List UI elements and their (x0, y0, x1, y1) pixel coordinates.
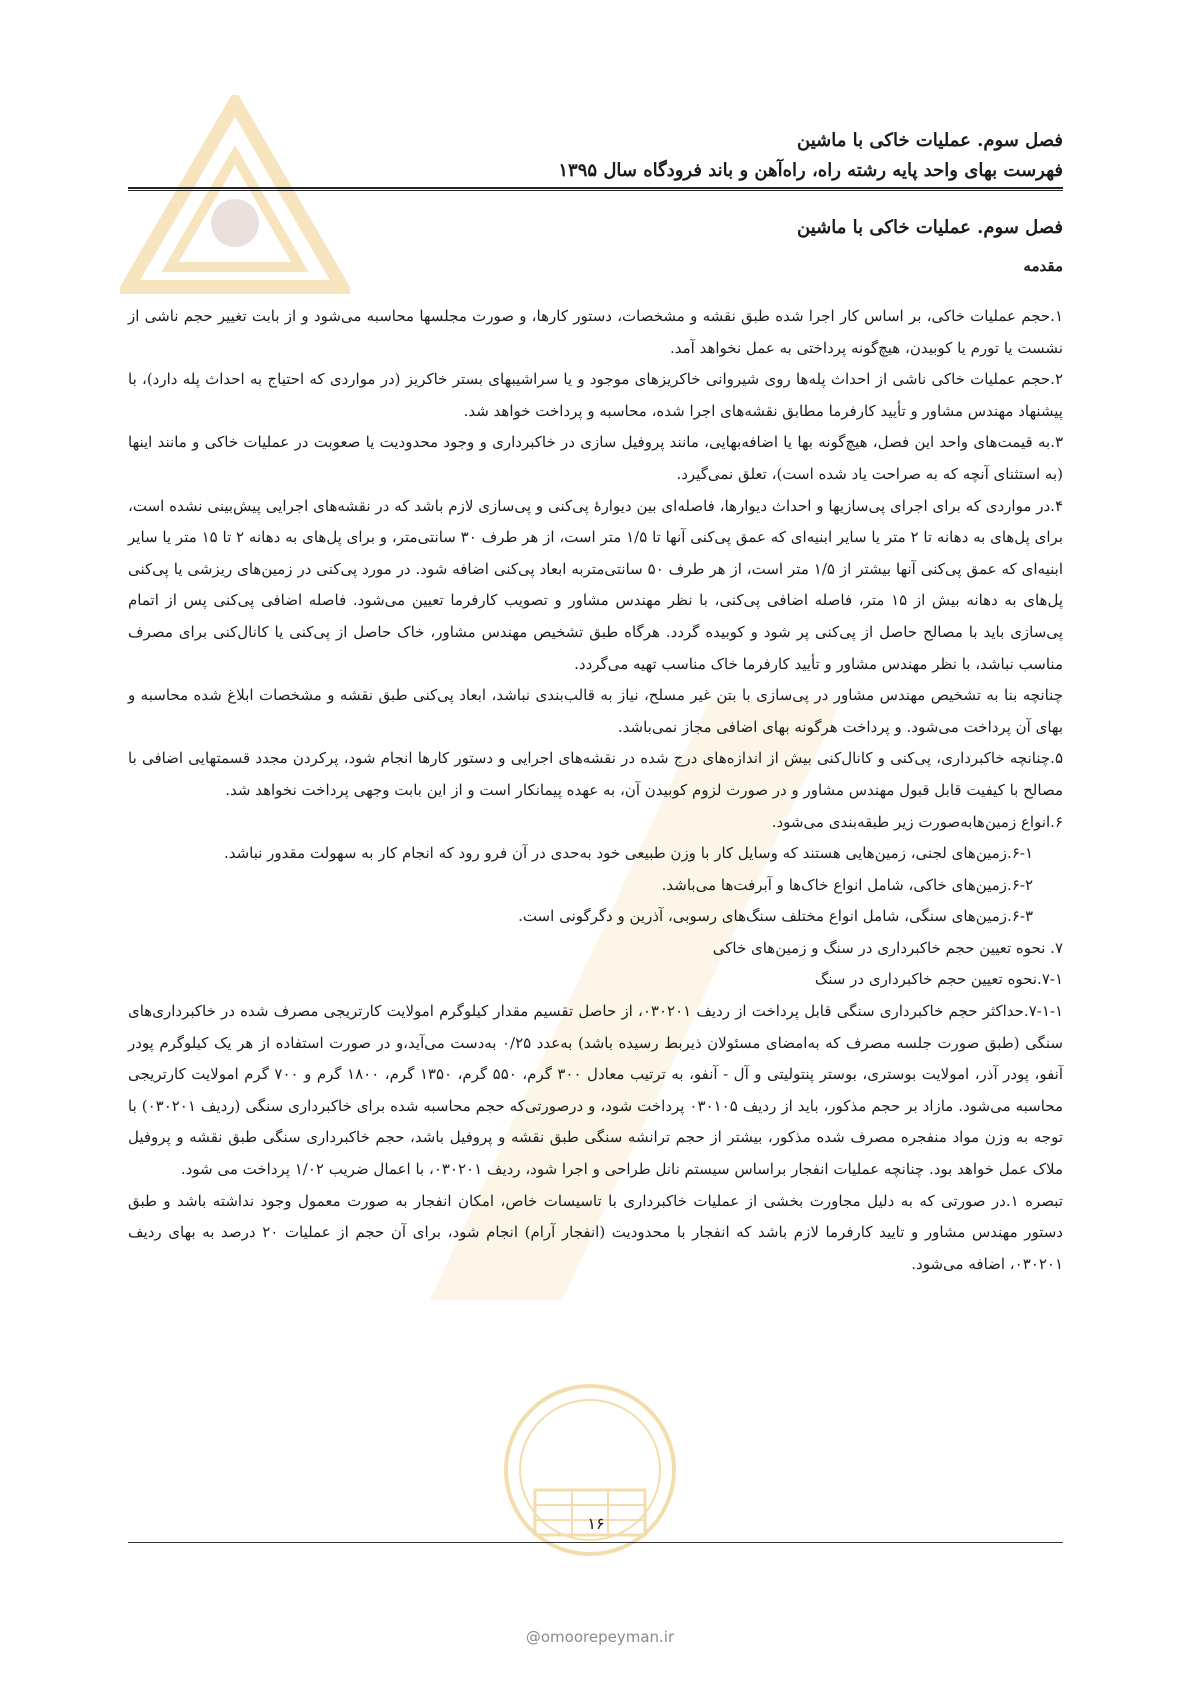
publisher-logo-watermark (120, 95, 350, 295)
sub-paragraph: ۶-۱.زمین‌های لجنی، زمین‌هایی هستند که وسایل کار با وزن طبیعی خود به‌حدی در آن فرو رود که انجام کار به سهولت مقدور نباشد. (223, 844, 1033, 863)
sub-paragraph: ۶-۳.زمین‌های سنگی، شامل انواع مختلف سنگ‌های رسوبی، آذرین و دگرگونی است. (518, 907, 1033, 926)
paragraph: ۷. نحوه تعیین حجم خاکبرداری در سنگ و زمین‌های خاکی (712, 938, 1063, 957)
header-chapter-title: فصل سوم. عملیات خاکی با ماشین (797, 130, 1063, 151)
sub-paragraph: ۶-۲.زمین‌های خاکی، شامل انواع خاک‌ها و آبرفت‌ها می‌باشد. (661, 875, 1033, 894)
paragraph: ۶.انواع زمین‌هابه‌صورت زیر طبقه‌بندی می‌شود. (771, 812, 1063, 831)
running-header (128, 126, 1063, 186)
paragraph: ۱.حجم عملیات خاکی، بر اساس کار اجرا شده طبق نقشه و مشخصات، دستور کارها، و صورت مجلسها محاسبه می‌شود و از بابت تغییر حجم ناشی از نشست یا تورم یا کوبیدن، هیچ‌گونه پرداختی به عمل نخواهد آمد. (128, 307, 1063, 357)
footer-website: @omoorepeyman.ir (525, 1628, 675, 1646)
note-paragraph: تبصره ۱.در صورتی که به دلیل مجاورت بخشی از عملیات خاکبرداری با تاسیسات خاص، امکان انفجار به صورت معمول وجود نداشته باشد و طبق دستور مهندس مشاور و تایید کارفرما لازم باشد که انفجار با محدودیت (انفجار آرام) انجام شود، برای آن حجم از عملیات ۲۰ درصد به بهای ردیف ۰۳۰۲۰۱، اضافه می‌شود. (128, 1191, 1063, 1273)
paragraph: ۳.به قیمت‌های واحد این فصل، هیچ‌گونه بها یا اضافه‌بهایی، مانند پروفیل سازی در خاکبرداری و وجود محدودیت یا صعوبت در عملیات خاکی و مانند اینها (به استثنای آنچه که به صراحت یاد شده است)، تعلق نمی‌گیرد. (128, 433, 1063, 483)
paragraph: ۲.حجم عملیات خاکی ناشی از احداث پله‌ها روی شیروانی خاکریزهای موجود و یا سراشیبهای بستر خاکریز (در مواردی که احتیاج به احداث پله دارد)، با پیشنهاد مهندس مشاور و تأیید کارفرما مطابق نقشه‌های اجرا شده، محاسبه و پرداخت خواهد شد. (128, 370, 1063, 420)
paragraph: ۵.چنانچه خاکبرداری، پی‌کنی و کانال‌کنی بیش از اندازه‌های درج شده در نقشه‌های اجرایی و دستور کارها انجام شود، پرکردن مجدد قسمتهایی اضافی با مصالح با کیفیت قابل قبول مهندس مشاور و در صورت لزوم کوبیدن آن، به عهده پیمانکار است و از این بابت وجهی پرداخت نخواهد شد. (128, 749, 1063, 799)
section-title: فصل سوم. عملیات خاکی با ماشین (797, 217, 1063, 238)
intro-label: مقدمه (1023, 257, 1063, 275)
paragraph: ۴.در مواردی که برای اجرای پی‌سازیها و احداث دیوارها، فاصله‌ای بین دیوارهٔ پی‌کنی و پی‌سازی لازم باشد که در نقشه‌های اجرایی پیش‌بینی نشده است، برای پل‌های به دهانه تا ۲ متر یا سایر ابنیه‌ای که عمق پی‌کنی آنها تا ۱/۵ متر است، از هر طرف ۳۰ سانتی‌متر، و برای پل‌های به دهانه ۲ تا ۱۵ متر یا سایر ابنیه‌ای که عمق پی‌کنی آنها بیشتر از ۱/۵ متر است، از هر طرف ۵۰ سانتی‌متربه ابعاد پی‌کنی اضافه شود. در مورد پی‌کنی در زمین‌های ریزشی یا پی‌کنی پل‌های به دهانه بیش از ۱۵ متر، فاصله اضافی پی‌کنی، با نظر مهندس مشاور و تصویب کارفرما تعیین می‌شود. فاصله اضافی پی‌کنی پس از اتمام پی‌سازی باید با مصالح حاصل از پی‌کنی پر شود و کوبیده گردد. هرگاه طبق تشخیص مهندس مشاور، خاک حاصل از پی‌کنی یا کانال‌کنی برای مصرف مناسب نباشد، با نظر مهندس مشاور و تأیید کارفرما خاک مناسب تهیه می‌گردد. (128, 496, 1064, 673)
header-rule (128, 187, 1063, 191)
header-document-title: فهرست بهای واحد پایه رشته راه، راه‌آهن و باند فرودگاه سال ۱۳۹۵ (558, 160, 1063, 181)
page-number: ۱۶ (587, 1514, 605, 1533)
seal-watermark (500, 1380, 680, 1560)
paragraph: ۷-۱.نحوه تعیین حجم خاکبرداری در سنگ (814, 970, 1063, 989)
footer-rule (128, 1542, 1063, 1543)
paragraph: ۷-۱-۱.حداکثر حجم خاکبرداری سنگی قابل پرداخت از ردیف ۰۳۰۲۰۱، از حاصل تقسیم مقدار کیلوگرم امولایت کارتریجی مصرف شده در خاکبرداری‌های سنگی (طبق صورت جلسه مصرف که به‌امضای مسئولان ذیربط رسیده باشد) بەعدد ۰/۲۵ به‌دست می‌آید،و در صورت استفاده از هر یک کیلوگرم پودر آنفو، پودر آذر، امولایت بوستری، بوستر پنتولیتی و آل - آنفو، به ترتیب معادل ۳۰۰ گرم، ۵۵۰ گرم، ۱۳۵۰ گرم، ۱۸۰۰ گرم و ۷۰۰ گرم امولایت کارتریجی محاسبه می‌شود. مازاد بر حجم مذکور، باید از ردیف ۰۳۰۱۰۵ پرداخت شود، و درصورتی‌که حجم محاسبه شده برای خاکبرداری سنگی (ردیف ۰۳۰۲۰۱) با توجه به وزن مواد منفجره مصرف شده مذکور، بیشتر از حجم ترانشه سنگی طبق نقشه و پروفیل باشد، حجم خاکبرداری سنگی طبق نقشه و پروفیل ملاک عمل خواهد بود. چنانچه عملیات انفجار براساس سیستم نانل طراحی و اجرا شود، ردیف ۰۳۰۲۰۱، با اعمال ضریب ۱/۰۲ پرداخت می شود. (128, 1002, 1063, 1179)
paragraph: چنانچه بنا به تشخیص مهندس مشاور در پی‌سازی با بتن غیر مسلح، نیاز به قالب‌بندی نباشد، ابعاد پی‌کنی طبق نقشه و مشخصات ابلاغ شده محاسبه و بهای آن پرداخت می‌شود. و پرداخت هرگونه بهای اضافی مجاز نمی‌باشد. (128, 686, 1063, 736)
body-text (128, 301, 1063, 1280)
